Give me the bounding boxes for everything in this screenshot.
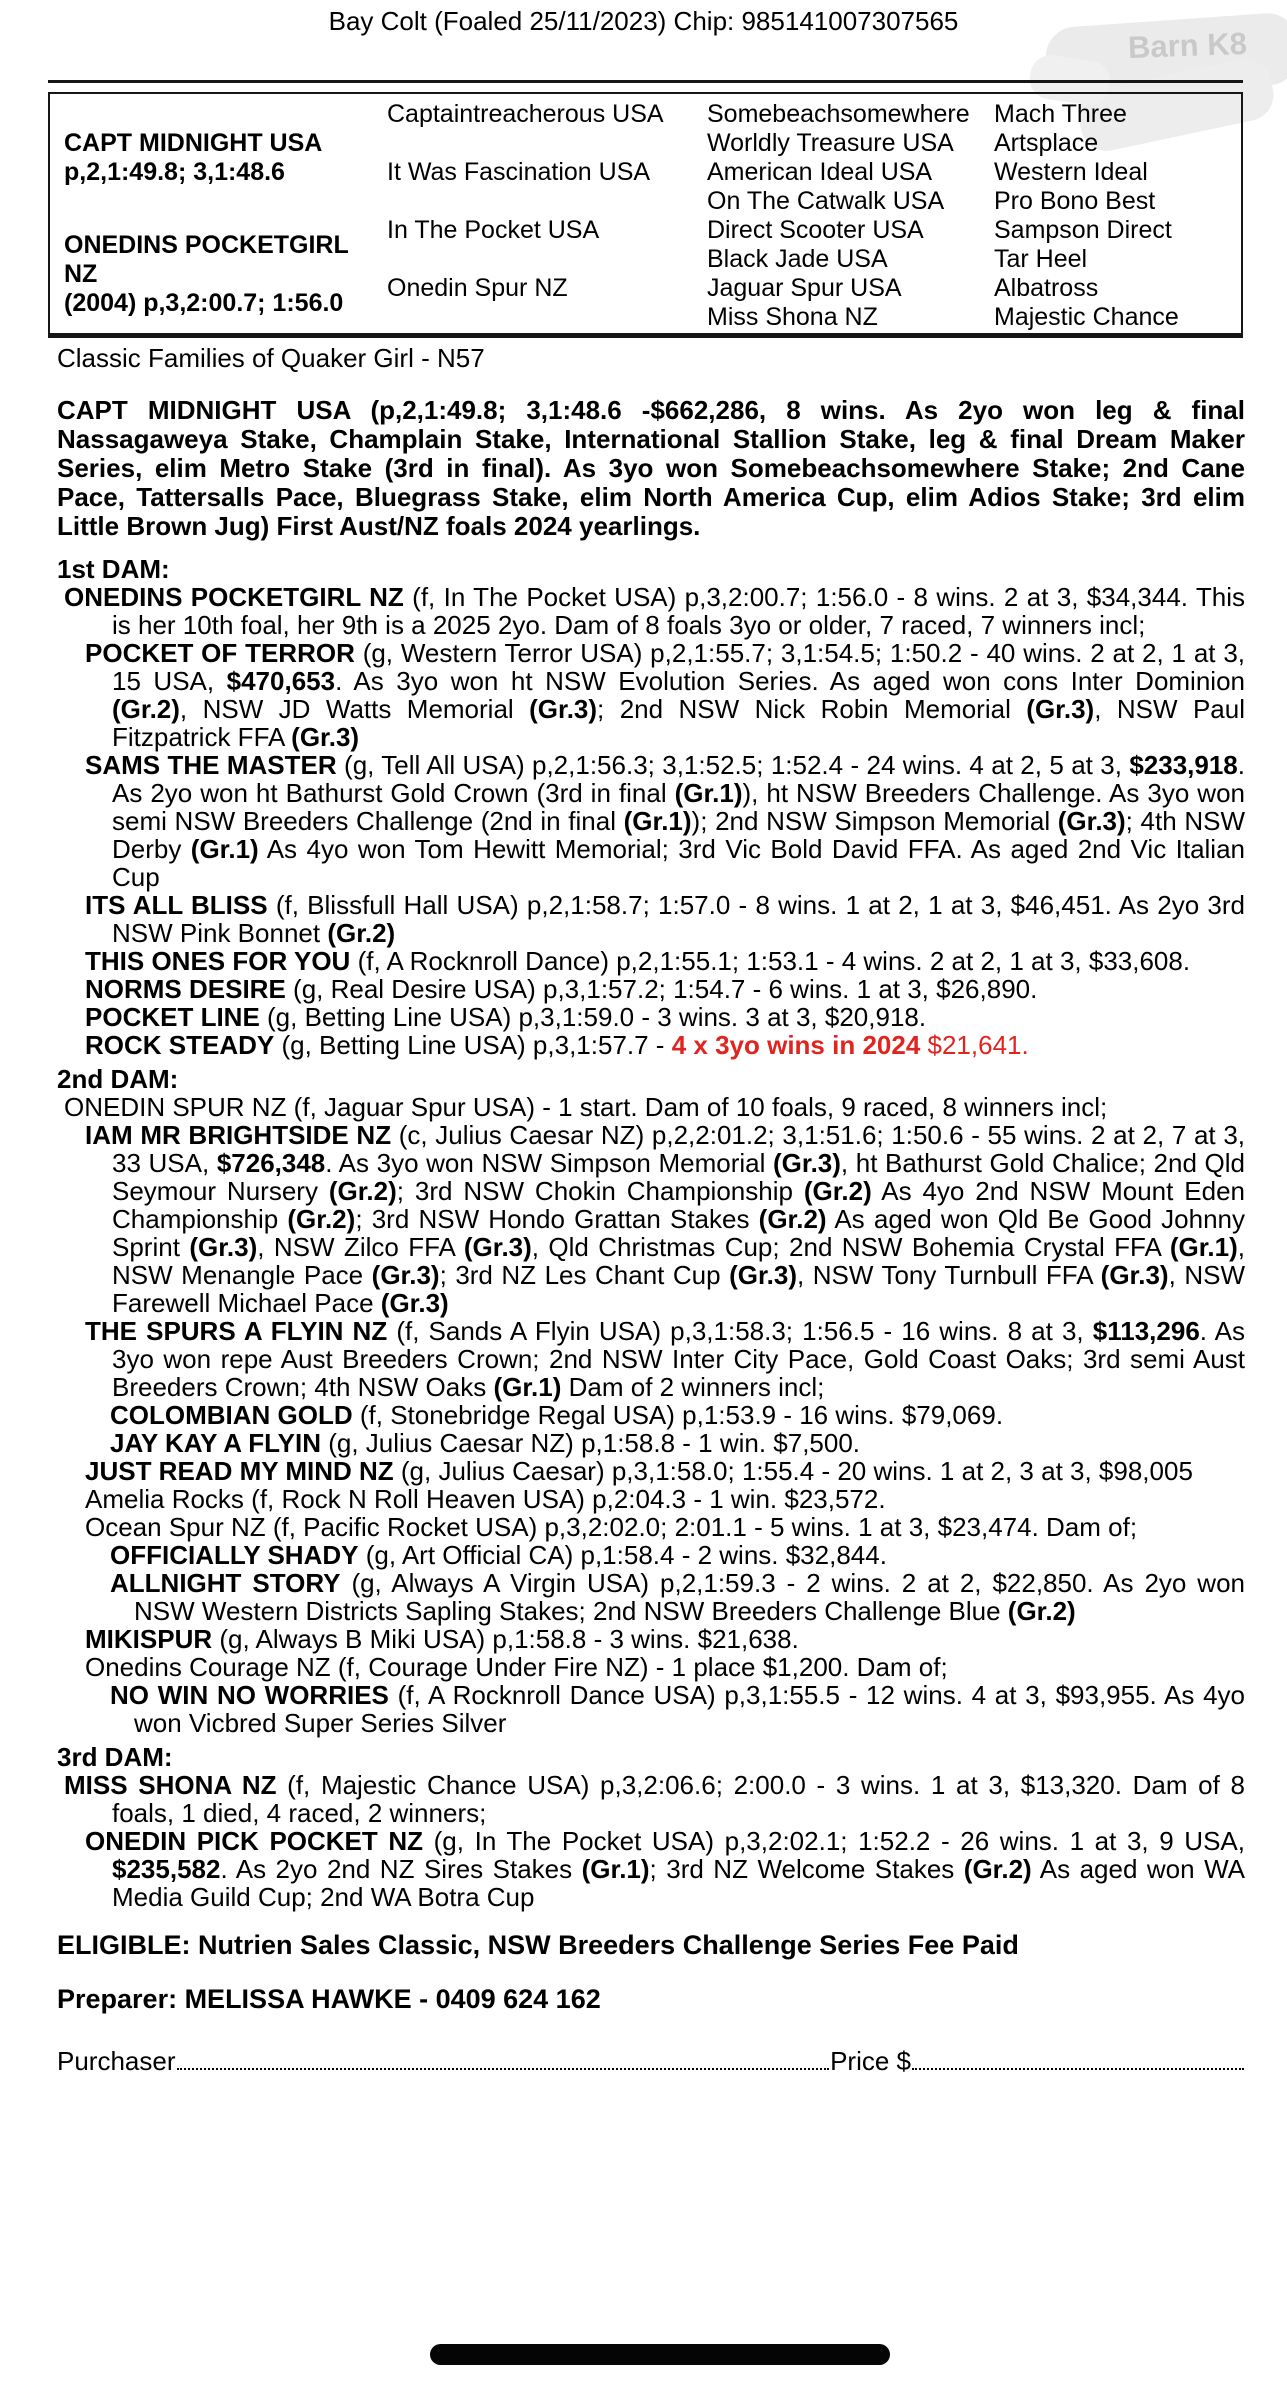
- entry-text-segment: (Gr.1): [623, 806, 692, 836]
- entry-text-segment: (g, Tell All USA) p,2,1:56.3; 3,1:52.5; 1:52.4 - 24 wins. 4 at 2, 5 at 3,: [336, 750, 1130, 780]
- great-great-grandparent: Western Ideal: [994, 158, 1148, 186]
- page-title: Bay Colt (Foaled 25/11/2023) Chip: 985141007307565: [328, 6, 959, 36]
- pedigree-table-top-rule: [48, 80, 1243, 83]
- entry-text-segment: Onedins Courage NZ (f, Courage Under Fire NZ) - 1 place $1,200. Dam of;: [85, 1652, 948, 1682]
- entry-text-segment: (g, Julius Caesar) p,3,1:58.0; 1:55.4 - 20 wins. 1 at 2, 3 at 3, $98,005: [393, 1456, 1193, 1486]
- great-grandparent: Miss Shona NZ: [707, 303, 878, 331]
- entry-text-segment: , NSW Paul Fitzpatrick FFA: [112, 694, 1245, 752]
- entry-text-segment: $233,918: [1129, 750, 1238, 780]
- entry-text-segment: As 4yo 2nd NSW Mount Eden Championship: [112, 1176, 1245, 1234]
- purchaser-line: [57, 2047, 1245, 2075]
- grandsire: In The Pocket USA: [387, 216, 600, 244]
- entry-text-segment: (Gr.3): [189, 1232, 258, 1262]
- pedigree-entry: [57, 1569, 1245, 1625]
- pedigree-entry: [57, 891, 1245, 947]
- entry-text-segment: ); 2nd NSW Simpson Memorial: [691, 806, 1058, 836]
- pedigree-entry: [57, 1003, 1245, 1031]
- entry-text-segment: SAMS THE MASTER: [85, 750, 337, 780]
- preparer-line: Preparer: MELISSA HAWKE - 0409 624 162: [57, 1984, 601, 2014]
- grandsire: Onedin Spur NZ: [387, 274, 568, 302]
- dam-heading: 3rd DAM:: [57, 1742, 173, 1772]
- pedigree-entry: [57, 639, 1245, 751]
- redaction-bar: [430, 2344, 890, 2365]
- entry-text-segment: , NSW Zilco FFA: [257, 1232, 464, 1262]
- entry-text-segment: Amelia Rocks (f, Rock N Roll Heaven USA) p,2:04.3 - 1 win. $23,572.: [85, 1484, 886, 1514]
- pedigree-entry: [57, 751, 1245, 891]
- entry-text-segment: 4 x 3yo wins in 2024: [671, 1030, 921, 1060]
- pedigree-entry: [57, 1681, 1245, 1737]
- pedigree-entry: [57, 1093, 1245, 1121]
- great-grandparent: Somebeachsomewhere: [707, 100, 970, 128]
- entry-text-segment: ; 3rd NSW Hondo Grattan Stakes: [355, 1204, 759, 1234]
- price-label: Price $: [830, 2046, 911, 2076]
- entry-text-segment: (g, In The Pocket USA) p,3,2:02.1; 1:52.2 - 26 wins. 1 at 3, 9 USA,: [423, 1826, 1245, 1856]
- entry-text-segment: ; 3rd NSW Chokin Championship: [396, 1176, 804, 1206]
- great-great-grandparent: Pro Bono Best: [994, 187, 1156, 215]
- entry-text-segment: $21,641.: [920, 1030, 1029, 1060]
- pedigree-table: [48, 92, 1243, 338]
- entry-text-segment: (g, Betting Line USA) p,3,1:59.0 - 3 wins. 3 at 3, $20,918.: [259, 1002, 927, 1032]
- grandsire: It Was Fascination USA: [387, 158, 651, 186]
- entry-text-segment: , NSW Farewell Michael Pace: [112, 1260, 1245, 1318]
- entry-text-segment: THIS ONES FOR YOU: [85, 946, 351, 976]
- entry-text-segment: (g, Western Terror USA) p,2,1:55.7; 3,1:54.5; 1:50.2 - 40 wins. 2 at 2, 1 at 3, 15 USA,: [112, 638, 1246, 696]
- sire-cell: [50, 100, 387, 216]
- entry-text-segment: (Gr.2): [112, 694, 180, 724]
- entry-text-segment: ALLNIGHT STORY: [110, 1568, 341, 1598]
- pedigree-entry: [57, 975, 1245, 1003]
- purchaser-label: Purchaser: [57, 2046, 176, 2076]
- entry-text-segment: MISS SHONA NZ: [64, 1770, 277, 1800]
- pedigree-entry: [57, 1653, 1245, 1681]
- entry-text-segment: (Gr.2): [328, 1176, 397, 1206]
- purchaser-blank: [177, 2067, 830, 2070]
- entry-text-segment: (Gr.1): [493, 1372, 562, 1402]
- pedigree-entry: [57, 1317, 1245, 1401]
- entry-text-segment: ONEDIN PICK POCKET NZ: [85, 1826, 424, 1856]
- pedigree-entry: [57, 1771, 1245, 1827]
- entry-text-segment: (Gr.3): [380, 1288, 449, 1318]
- dam-record: (2004) p,3,2:00.7; 1:56.0: [64, 288, 344, 317]
- entry-text-segment: ONEDINS POCKETGIRL NZ: [64, 582, 404, 612]
- entry-text-segment: (Gr.1): [674, 778, 743, 808]
- dam-name: ONEDINS POCKETGIRL NZ: [64, 230, 349, 288]
- entry-text-segment: As aged won Qld Be Good Johnny Sprint: [112, 1204, 1245, 1262]
- pedigree-text-body: [57, 344, 1245, 2075]
- entry-text-segment: (g, Julius Caesar NZ) p,1:58.8 - 1 win. $7,500.: [321, 1428, 861, 1458]
- great-great-grandparent: Sampson Direct: [994, 216, 1172, 244]
- dam-sections: [57, 555, 1245, 1911]
- entry-text-segment: (g, Always B Miki USA) p,1:58.8 - 3 wins. $21,638.: [212, 1624, 799, 1654]
- great-grandparent: On The Catwalk USA: [707, 187, 945, 215]
- great-great-grandparent: Majestic Chance: [994, 303, 1179, 331]
- entry-text-segment: NO WIN NO WORRIES: [110, 1680, 389, 1710]
- price-blank: [912, 2067, 1244, 2070]
- pedigree-entry: [57, 1541, 1245, 1569]
- entry-text-segment: THE SPURS A FLYIN NZ: [85, 1316, 388, 1346]
- entry-text-segment: ; 2nd NSW Nick Robin Memorial: [597, 694, 1027, 724]
- entry-text-segment: (Gr.2): [963, 1854, 1032, 1884]
- great-grandparent: Black Jade USA: [707, 245, 888, 273]
- entry-text-segment: (Gr.2): [327, 918, 396, 948]
- entry-text-segment: ITS ALL BLISS: [85, 890, 268, 920]
- pedigree-entry: [57, 1485, 1245, 1513]
- entry-text-segment: POCKET OF TERROR: [85, 638, 355, 668]
- entry-text-segment: (Gr.1): [581, 1854, 650, 1884]
- pedigree-entry: [57, 1625, 1245, 1653]
- entry-text-segment: (g, Art Official CA) p,1:58.4 - 2 wins. $32,844.: [358, 1540, 887, 1570]
- entry-text-segment: . As 3yo won repe Aust Breeders Crown; 2nd NSW Inter City Pace, Gold Coast Oaks; 3rd semi Aust Breeders Crown; 4th NSW Oaks: [112, 1316, 1246, 1402]
- entry-text-segment: (Gr.3): [529, 694, 598, 724]
- entry-text-segment: (Gr.2): [1007, 1596, 1076, 1626]
- dam-cell: [50, 216, 387, 332]
- entry-text-segment: ROCK STEADY: [85, 1030, 275, 1060]
- grandsire: Captaintreacherous USA: [387, 100, 664, 128]
- entry-text-segment: ; 3rd NZ Les Chant Cup: [439, 1260, 730, 1290]
- entry-text-segment: JAY KAY A FLYIN: [110, 1428, 321, 1458]
- family-line: Classic Families of Quaker Girl - N57: [57, 343, 485, 373]
- entry-text-segment: (Gr.3): [291, 722, 360, 752]
- entry-text-segment: , NSW JD Watts Memorial: [179, 694, 530, 724]
- great-grandparent: Direct Scooter USA: [707, 216, 924, 244]
- entry-text-segment: $470,653: [226, 666, 336, 696]
- entry-text-segment: (Gr.3): [371, 1260, 440, 1290]
- entry-text-segment: . As 2yo won ht Bathurst Gold Crown (3rd in final: [112, 750, 1246, 808]
- great-great-grandparent: Albatross: [994, 274, 1099, 302]
- entry-text-segment: IAM MR BRIGHTSIDE NZ: [85, 1120, 392, 1150]
- entry-text-segment: ), ht NSW Breeders Challenge. As 3yo won semi NSW Breeders Challenge (2nd in final: [112, 778, 1245, 836]
- great-grandparent: Worldly Treasure USA: [707, 129, 954, 157]
- entry-text-segment: . As 3yo won NSW Simpson Memorial: [325, 1148, 773, 1178]
- entry-text-segment: Dam of 2 winners incl;: [561, 1372, 825, 1402]
- barn-badge: Barn K8: [1127, 25, 1248, 66]
- eligible-line: ELIGIBLE: Nutrien Sales Classic, NSW Breeders Challenge Series Fee Paid: [57, 1930, 1019, 1960]
- pedigree-entry: [57, 1457, 1245, 1485]
- entry-text-segment: ; 4th NSW Derby: [112, 806, 1245, 864]
- entry-text-segment: (Gr.1): [190, 834, 259, 864]
- great-grandparent: Jaguar Spur USA: [707, 274, 902, 302]
- entry-text-segment: , NSW Menangle Pace: [112, 1232, 1245, 1290]
- dam-heading: 2nd DAM:: [57, 1064, 179, 1094]
- entry-text-segment: (Gr.3): [1026, 694, 1095, 724]
- entry-text-segment: (Gr.3): [773, 1148, 841, 1178]
- entry-text-segment: . As 3yo won ht NSW Evolution Series. As aged won cons Inter Dominion: [335, 666, 1245, 696]
- entry-text-segment: As aged won WA Media Guild Cup; 2nd WA Botra Cup: [112, 1854, 1245, 1912]
- entry-text-segment: (f, In The Pocket USA) p,3,2:00.7; 1:56.0 - 8 wins. 2 at 3, $34,344. This is her 10th foal, her 9th is a 2025 2yo. Dam of 8 foals 3yo or older, 7 raced, 7 winners incl;: [112, 582, 1246, 640]
- entry-text-segment: (f, Blissfull Hall USA) p,2,1:58.7; 1:57.0 - 8 wins. 1 at 2, 1 at 3, $46,451. As 2yo 3rd NSW Pink Bonnet: [112, 890, 1245, 948]
- pedigree-entry: [57, 1429, 1245, 1457]
- entry-text-segment: , NSW Tony Turnbull FFA: [797, 1260, 1101, 1290]
- entry-text-segment: (c, Julius Caesar NZ) p,2,2:01.2; 3,1:51.6; 1:50.6 - 55 wins. 2 at 2, 7 at 3, 33 USA,: [112, 1120, 1245, 1178]
- sire-record: p,2,1:49.8; 3,1:48.6: [64, 158, 285, 186]
- great-grandparent: American Ideal USA: [707, 158, 933, 186]
- pedigree-entry: [57, 1121, 1245, 1317]
- great-great-grandparent: Tar Heel: [994, 245, 1088, 273]
- entry-text-segment: (Gr.2): [758, 1204, 827, 1234]
- entry-text-segment: (Gr.3): [729, 1260, 798, 1290]
- entry-text-segment: (Gr.3): [463, 1232, 532, 1262]
- entry-text-segment: As 4yo won Tom Hewitt Memorial; 3rd Vic Bold David FFA. As aged 2nd Vic Italian Cup: [112, 834, 1246, 892]
- pedigree-entry: [57, 1401, 1245, 1429]
- entry-text-segment: $113,296: [1092, 1316, 1200, 1346]
- entry-text-segment: (Gr.3): [1100, 1260, 1169, 1290]
- entry-text-segment: OFFICIALLY SHADY: [110, 1540, 359, 1570]
- entry-text-segment: ; 3rd NZ Welcome Stakes: [649, 1854, 964, 1884]
- entry-text-segment: , Qld Christmas Cup; 2nd NSW Bohemia Crystal FFA: [531, 1232, 1170, 1262]
- entry-text-segment: (Gr.2): [803, 1176, 872, 1206]
- entry-text-segment: (g, Betting Line USA) p,3,1:57.7 -: [274, 1030, 672, 1060]
- entry-text-segment: (f, Sands A Flyin USA) p,3,1:58.3; 1:56.5 - 16 wins. 8 at 3,: [387, 1316, 1093, 1346]
- entry-text-segment: NORMS DESIRE: [85, 974, 286, 1004]
- entry-text-segment: MIKISPUR: [85, 1624, 213, 1654]
- great-great-grandparent: Mach Three: [994, 100, 1127, 128]
- entry-text-segment: (f, A Rocknroll Dance USA) p,3,1:55.5 - 12 wins. 4 at 3, $93,955. As 4yo won Vicbred Super Series Silver: [134, 1680, 1246, 1738]
- entry-text-segment: $235,582: [112, 1854, 221, 1884]
- great-great-grandparent: Artsplace: [994, 129, 1099, 157]
- entry-text-segment: ONEDIN SPUR NZ (f, Jaguar Spur USA) - 1 start. Dam of 10 foals, 9 raced, 8 winners incl;: [64, 1092, 1108, 1122]
- entry-text-segment: (Gr.2): [287, 1204, 356, 1234]
- entry-text-segment: (Gr.1): [1169, 1232, 1238, 1262]
- entry-text-segment: (Gr.3): [1057, 806, 1126, 836]
- entry-text-segment: $726,348: [216, 1148, 326, 1178]
- entry-text-segment: (f, A Rocknroll Dance) p,2,1:55.1; 1:53.1 - 4 wins. 2 at 2, 1 at 3, $33,608.: [350, 946, 1191, 976]
- pedigree-entry: [57, 1031, 1245, 1059]
- entry-text-segment: (f, Majestic Chance USA) p,3,2:06.6; 2:00.0 - 3 wins. 1 at 3, $13,320. Dam of 8 foals, 1 died, 4 raced, 2 winners;: [112, 1770, 1245, 1828]
- pedigree-entry: [57, 947, 1245, 975]
- entry-text-segment: (g, Always A Virgin USA) p,2,1:59.3 - 2 wins. 2 at 2, $22,850. As 2yo won NSW Western Districts Sapling Stakes; 2nd NSW Breeders Challenge Blue: [134, 1568, 1245, 1626]
- sire-name: CAPT MIDNIGHT USA: [64, 129, 323, 157]
- entry-text-segment: (g, Real Desire USA) p,3,1:57.2; 1:54.7 - 6 wins. 1 at 3, $26,890.: [285, 974, 1038, 1004]
- entry-text-segment: Ocean Spur NZ (f, Pacific Rocket USA) p,3,2:02.0; 2:01.1 - 5 wins. 1 at 3, $23,474. Dam of;: [85, 1512, 1138, 1542]
- entry-text-segment: . As 2yo 2nd NZ Sires Stakes: [220, 1854, 582, 1884]
- pedigree-entry: [57, 1513, 1245, 1541]
- entry-text-segment: COLOMBIAN GOLD: [110, 1400, 353, 1430]
- entry-text-segment: (f, Stonebridge Regal USA) p,1:53.9 - 16 wins. $79,069.: [352, 1400, 1004, 1430]
- pedigree-entry: [57, 583, 1245, 639]
- entry-text-segment: , ht Bathurst Gold Chalice; 2nd Qld Seymour Nursery: [112, 1148, 1245, 1206]
- entry-text-segment: POCKET LINE: [85, 1002, 260, 1032]
- pedigree-entry: [57, 1827, 1245, 1911]
- dam-heading: 1st DAM:: [57, 554, 170, 584]
- entry-text-segment: JUST READ MY MIND NZ: [85, 1456, 394, 1486]
- sire-summary-paragraph: CAPT MIDNIGHT USA (p,2,1:49.8; 3,1:48.6 -$662,286, 8 wins. As 2yo won leg & final Nassagaweya Stake, Champlain Stake, International Stallion Stake, leg & final Dream Maker Series, elim Metro Stake (3rd in final). As 3yo won Somebeachsomewhere Stake; 2nd Cane Pace, Tattersalls Pace, Bluegrass Stake, elim North America Cup, elim Adios Stake; 3rd elim Little Brown Jug) First Aust/NZ foals 2024 yearlings.: [57, 395, 1245, 541]
